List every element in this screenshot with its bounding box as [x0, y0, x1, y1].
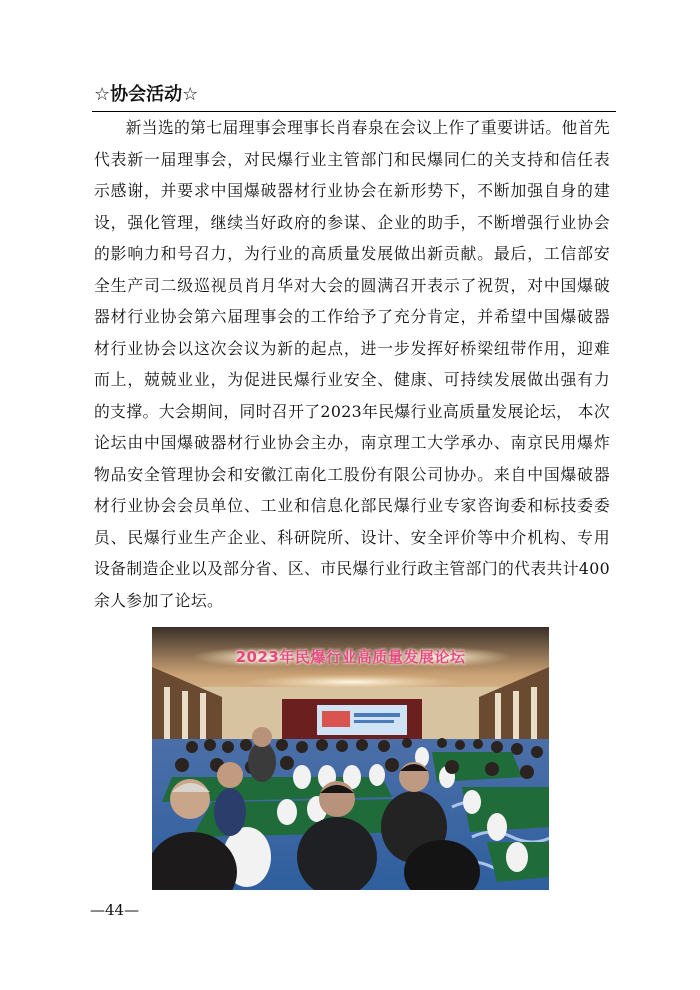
- body-paragraph: 新当选的第七届理事会理事长肖春泉在会议上作了重要讲话。他首先代表新一届理事会，对民爆行业主管部门和民爆同仁的关支持和信任表示感谢，并要求中国爆破器材行业协会在新形势下，不断加强自身的建设，强化管理，继续当好政府的参谋、企业的助手，不断增强行业协会的影响力和号召力，为行业的高质量发展做出新贡献。最后，工信部安全生产司二级巡视员肖月华对大会的圆满召开表示了祝贺，对中国爆破器材行业协会第六届理事会的工作给予了充分肯定，并希望中国爆破器材行业协会以这次会议为新的起点，进一步发挥好桥梁纽带作用，迎难而上，兢兢业业，为促进民爆行业安全、健康、可持续发展做出强有力的支撑。大会期间，同时召开了2023年民爆行业高质量发展论坛， 本次论坛由中国爆破器材行业协会主办，南京理工大学承办、南京民用爆炸物品安全管理协会和安徽江南化工股份有限公司协办。来自中国爆破器材行业协会会员单位、工业和信息化部民爆行业专家咨询委和标技委委员、民爆行业生产企业、科研院所、设计、安全评价等中介机构、专用设备制造企业以及部分省、区、市民爆行业行政主管部门的代表共计400余人参加了论坛。: [94, 118, 611, 610]
- forum-banner-text: 2023年民爆行业高质量发展论坛: [235, 648, 466, 666]
- forum-photo: [152, 627, 549, 890]
- section-header: ☆协会活动☆: [94, 84, 199, 105]
- page-number: —44—: [90, 901, 140, 919]
